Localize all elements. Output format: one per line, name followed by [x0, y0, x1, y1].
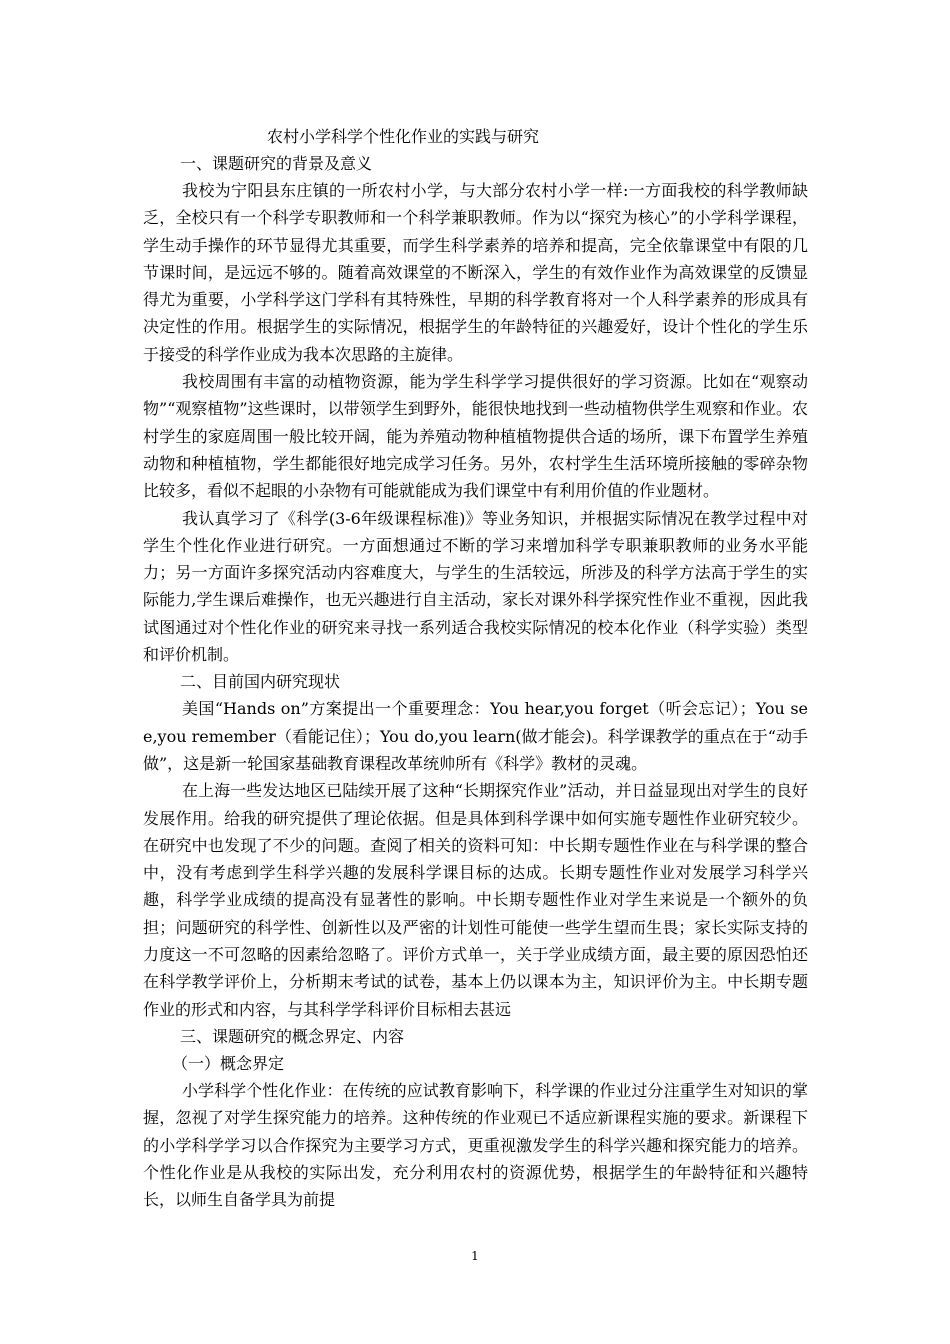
section-heading-concept-content: 三、课题研究的概念界定、内容 [180, 1026, 405, 1046]
document-title: 农村小学科学个性化作业的实践与研究 [267, 127, 540, 146]
paragraph-personalized-homework: 小学科学个性化作业：在传统的应试教育影响下，科学课的作业过分注重学生对知识的掌握，忽视了对学生探究能力的培养。这种传统的作业观已不适应新课程实施的要求。新课程下的小学科学学习以合作探究为主要学习方式，更重视激发学生的科学兴趣和探究能力的培养。个性化作业是从我校的实际出发，充分利用农村的资源优势，根据学生的年龄特征和兴趣特长，以师生自备学具为前提 [143, 1080, 808, 1210]
paragraph-study-purpose: 我认真学习了《科学(3-6年级课程标准)》等业务知识，并根据实际情况在教学过程中对学生个性化作业进行研究。一方面想通过不断的学习来增加科学专职兼职教师的业务水平能力；另一方面许多探究活动内容难度大，与学生的生活较远，所涉及的科学方法高于学生的实际能力,学生课后难操作，也无兴趣进行自主活动，家长对课外科学探究性作业不重视，因此我试图通过对个性化作业的研究来寻找一系列适合我校实际情况的校本化作业（科学实验）类型和评价机制。 [143, 508, 808, 665]
paragraph-school-situation: 我校为宁阳县东庄镇的一所农村小学，与大部分农村小学一样:一方面我校的科学教师缺乏，全校只有一个科学专职教师和一个科学兼职教师。作为以“探究为核心”的小学科学课程，学生动手操作的环节显得尤其重要，而学生科学素养的培养和提高，完全依靠课堂中有限的几节课时间，是远远不够的。随着高效课堂的不断深入，学生的有效作业作为高效课堂的反馈显得尤为重要，小学科学这门学科有其特殊性，早期的科学教育将对一个人科学素养的形成具有决定性的作用。根据学生的实际情况，根据学生的年龄特征的兴趣爱好，设计个性化的学生乐于接受的科学作业成为我本次思路的主旋律。 [143, 181, 808, 364]
section-heading-background: 一、课题研究的背景及意义 [180, 154, 373, 173]
paragraph-shanghai-practice: 在上海一些发达地区已陆续开展了这种“长期探究作业”活动，并日益显现出对学生的良好发展作用。给我的研究提供了理论依据。但是具体到科学课中如何实施专题性作业研究较少。在研究中也发现了不少的问题。查阅了相关的资料可知：中长期专题性作业在与科学课的整合中，没有考虑到学生科学兴趣的发展科学课目标的达成。长期专题性作业对发展学习科学兴趣，科学学业成绩的提高没有显著性的影响。中长期专题性作业对学生来说是一个额外的负担；问题研究的科学性、创新性以及严密的计划性可能使一些学生望而生畏；家长实际支持的力度这一不可忽略的因素给忽略了。评价方式单一，关于学业成绩方面，最主要的原因恐怕还在科学教学评价上，分析期末考试的试卷，基本上仍以课本为主，知识评价为主。中长期专题作业的形式和内容，与其科学学科评价目标相去甚远 [143, 781, 808, 1019]
page-number: 1 [471, 1249, 479, 1263]
paragraph-hands-on: 美国“Hands on”方案提出一个重要理念：You hear,you forget（听会忘记）；You see,you remember（看能记住）；You do,you learn(做才能会)。科学课教学的重点在于“动手做”，这是新一轮国家基础教育课程改革统帅所有《科学》教材的灵魂。 [143, 699, 808, 773]
paragraph-local-resources: 我校周围有丰富的动植物资源，能为学生科学学习提供很好的学习资源。比如在“观察动物”“观察植物”这些课时，以带领学生到野外，能很快地找到一些动植物供学生观察和作业。农村学生的家庭周围一般比较开阔，能为养殖动物种植植物提供合适的场所，课下布置学生养殖动物和种植植物，学生都能很好地完成学习任务。另外，农村学生生活环境所接触的零碎杂物比较多，看似不起眼的小杂物有可能就能成为我们课堂中有利用价值的作业题材。 [143, 372, 808, 501]
subsection-heading-concept: （一）概念界定 [172, 1053, 285, 1073]
document-body [143, 123, 808, 1213]
section-heading-research-status: 二、目前国内研究现状 [180, 672, 341, 692]
